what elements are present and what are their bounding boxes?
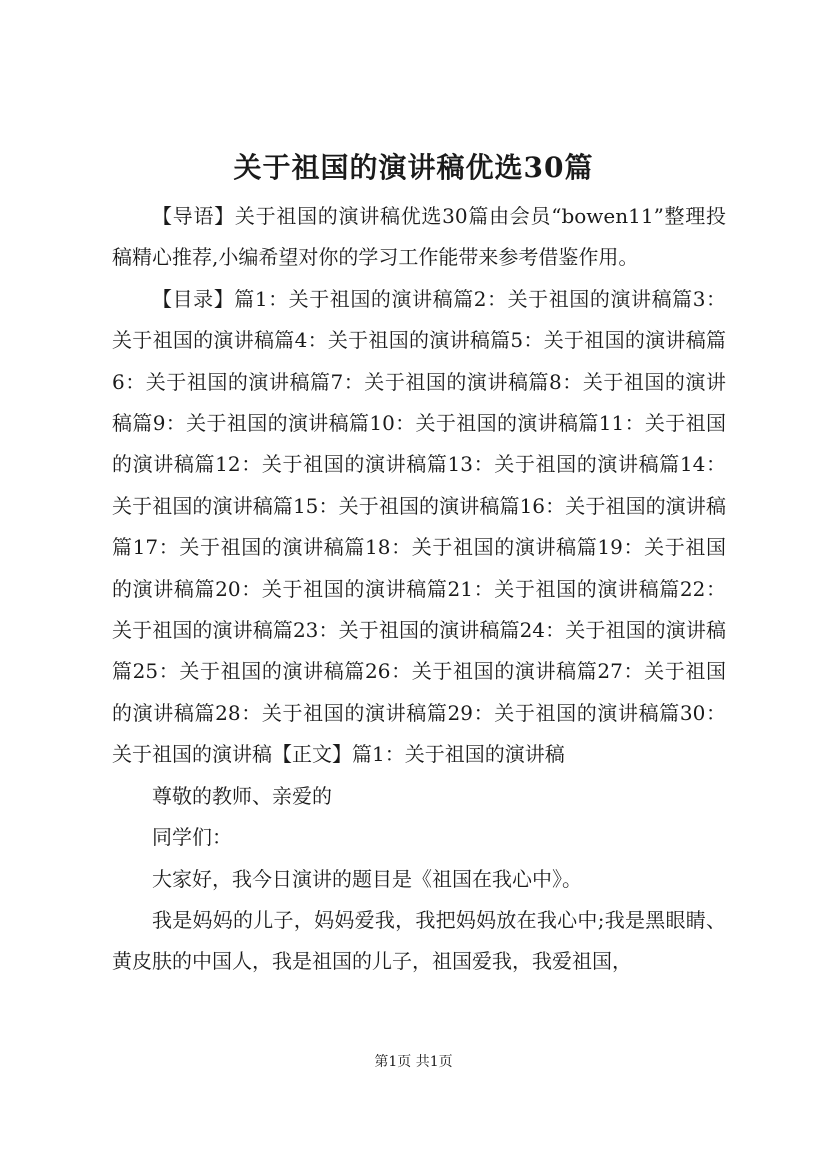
document-title: 关于祖国的演讲稿优选30篇 [233, 151, 594, 184]
salutation-paragraph: 尊敬的教师、亲爱的 [152, 783, 332, 808]
speech-body-paragraph: 我是妈妈的儿子，妈妈爱我，我把妈妈放在我心中;我是黑眼睛、黄皮肤的中国人，我是祖国的儿子，祖国爱我，我爱祖国， [112, 907, 726, 974]
page-footer: 第1页 共1页 [374, 1054, 453, 1070]
greeting-paragraph: 大家好，我今日演讲的题目是《祖国在我心中》。 [152, 866, 582, 891]
document-body [112, 196, 726, 983]
salutation-continued-paragraph: 同学们： [152, 825, 232, 850]
intro-paragraph: 【导语】关于祖国的演讲稿优选30篇由会员“bowen11”整理投稿精心推荐,小编希望对你的学习工作能带来参考借鉴作用。 [112, 204, 726, 270]
table-of-contents-paragraph: 【目录】篇1：关于祖国的演讲稿篇2：关于祖国的演讲稿篇3：关于祖国的演讲稿篇4：关于祖国的演讲稿篇5：关于祖国的演讲稿篇6：关于祖国的演讲稿篇7：关于祖国的演讲稿篇8：关于祖国的演讲稿篇9：关于祖国的演讲稿篇10：关于祖国的演讲稿篇11：关于祖国的演讲稿篇12：关于祖国的演讲稿篇13：关于祖国的演讲稿篇14：关于祖国的演讲稿篇15：关于祖国的演讲稿篇16：关于祖国的演讲稿篇17：关于祖国的演讲稿篇18：关于祖国的演讲稿篇19：关于祖国的演讲稿篇20：关于祖国的演讲稿篇21：关于祖国的演讲稿篇22：关于祖国的演讲稿篇23：关于祖国的演讲稿篇24：关于祖国的演讲稿篇25：关于祖国的演讲稿篇26：关于祖国的演讲稿篇27：关于祖国的演讲稿篇28：关于祖国的演讲稿篇29：关于祖国的演讲稿篇30：关于祖国的演讲稿【正文】篇1：关于祖国的演讲稿 [112, 286, 726, 767]
